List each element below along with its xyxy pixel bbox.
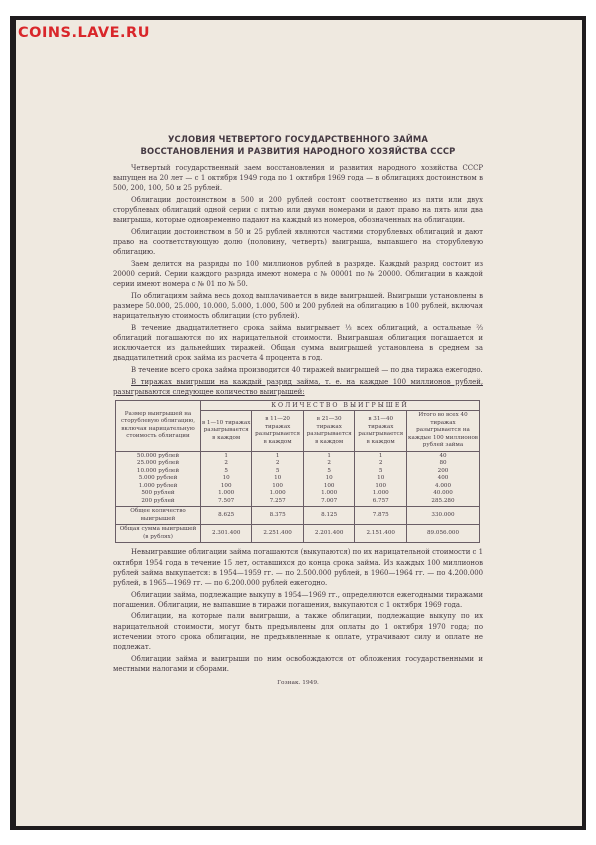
paragraph: В течение двадцатилетнего срока займа выигрывает ⅓ всех облигаций, а остальные ⅔ облигаций погашаются по их нарицательной стоимости. Выигравшая облигация погашается и исключается из дальнейших тиражей. Общая сумма выигрышей установлена в среднем за двадцатилетний срок займа из расчета 4 процента в год. (113, 323, 483, 363)
paragraph-table-intro: В тиражах выигрыши на каждый разряд займа, т. е. на каждые 100 миллионов рублей, разыгрываются следующее количество выигрышей: (113, 377, 483, 396)
total-count: 8.125 (303, 507, 355, 525)
total-count-label: Общее количество выигрышей (116, 507, 201, 525)
column-header: в 1—10 тиражах разыгрывается в каждом (201, 411, 252, 452)
paragraph: Четвертый государственный заем восстановления и развития народного хозяйства СССР выпущен на 20 лет — с 1 октября 1949 года по 1 октября 1969 года — в облигациях достоинством в 500, 200, 100, 50 и 25 рублей. (113, 164, 483, 193)
total-count: 7.875 (355, 507, 407, 525)
prize-counts: 1 2 5 10 100 1.000 7.257 (252, 451, 304, 507)
paragraph: Невыигравшие облигации займа погашаются (выкупаются) по их нарицательной стоимости с 1 октября 1954 года в течение 15 лет, оставшихся до конца срока займа. Из каждых 100 миллионов рублей займа выкупается: в 1954—1959 гг. — по 2.500.000 рублей, в 1960—1964 гг. — по 4.200.000 рублей, в 1965—1969 гг. — по 6.200.000 рублей ежегодно. (113, 548, 483, 587)
total-sum-label: Общая сумма выигрышей (в рублях) (116, 525, 201, 543)
bond-conditions (113, 134, 483, 686)
prize-counts: 1 2 5 10 100 1.000 6.757 (355, 451, 407, 507)
prize-counts: 1 2 5 10 100 1.000 7.507 (201, 451, 252, 507)
paragraph: Облигации достоинством в 50 и 25 рублей являются частями сторублевых облигаций и дают право на соответствующую долю (половину, четверть) выигрыша, выпавшего на сторублевую облигацию. (113, 227, 483, 257)
prize-size-header: Размер выигрышей на сторублевую облигацию, включая нарицательную стоимость облигации (116, 400, 201, 451)
paragraph: Облигации, на которые пали выигрыши, а также облигации, подлежащие выкупу по их нарицательной стоимости, могут быть предъявлены для оплаты до 1 октября 1970 года; по истечении этого срока облигации, не предъявленные к оплате, утрачивают силу и оплате не подлежат. (113, 612, 483, 651)
site-watermark: COINS.LAVE.RU (18, 25, 151, 41)
paragraph: Заем делится на разряды по 100 миллионов рублей в разряде. Каждый разряд состоит из 20000 серий. Серии каждого разряда имеют номера с № 00001 по № 20000. Облигации в каждой серии имеют номера с № 01 по № 50. (113, 259, 483, 289)
document-title (113, 134, 483, 157)
paragraph: По облигациям займа весь доход выплачивается в виде выигрышей. Выигрыши установлены в размере 50.000, 25.000, 10.000, 5.000, 1.000, 500 и 200 рублей на облигацию в 100 рублей, включая нарицательную стоимость облигации (сто рублей). (113, 291, 483, 321)
total-count: 8.625 (201, 507, 252, 525)
printer-imprint: Гознак. 1949. (277, 679, 319, 686)
column-header: в 31—40 тиражах разыгрывается в каждом (355, 411, 407, 452)
column-header: в 11—20 тиражах разыгрывается в каждом (252, 411, 304, 452)
title-line-1: УСЛОВИЯ ЧЕТВЕРТОГО ГОСУДАРСТВЕННОГО ЗАЙМА (167, 134, 429, 144)
total-sum: 2.151.400 (355, 525, 407, 543)
column-header: в 21—30 тиражах разыгрывается в каждом (303, 411, 355, 452)
total-sum: 2.301.400 (201, 525, 252, 543)
total-sum: 2.251.400 (252, 525, 304, 543)
prize-count-header: КОЛИЧЕСТВО ВЫИГРЫШЕЙ (201, 400, 480, 411)
total-sum: 89.056.000 (407, 525, 480, 543)
title-line-2: ВОССТАНОВЛЕНИЯ И РАЗВИТИЯ НАРОДНОГО ХОЗЯЙСТВА СССР (140, 145, 456, 156)
prize-labels: 50.000 рублей 25.000 рублей 10.000 рублей 5.000 рублей 1.000 рублей 500 рублей 200 рублей (116, 451, 201, 507)
paragraph: Облигации займа и выигрыши по ним освобождаются от обложения государственными и местными налогами и сборами. (113, 654, 483, 673)
paragraph: Облигации займа, подлежащие выкупу в 1954—1969 гг., определяются ежегодными тиражами погашения. Облигации, не выпавшие в тиражи погашения, выкупаются с 1 октября 1969 года. (113, 590, 483, 609)
total-sum: 2.201.400 (303, 525, 355, 543)
prize-counts-total: 40 80 200 400 4.000 40.000 285.280 (407, 451, 480, 507)
total-count: 330.000 (407, 507, 480, 525)
paragraph: В течение всего срока займа производится 40 тиражей выигрышей — по два тиража ежегодно. (131, 365, 483, 374)
paragraph: Облигации достоинством в 500 и 200 рублей состоят соответственно из пяти или двух сторублевых облигаций одной серии с пятью или двумя номерами и дают право на пять или два выигрыша, которые одновременно падают на каждый из номеров, обозначенных на облигации. (113, 195, 483, 225)
prize-counts: 1 2 5 10 100 1.000 7.007 (303, 451, 355, 507)
column-header: Итого во всех 40 тиражах разыгрывается на каждые 100 миллионов рублей займа (407, 411, 480, 452)
prize-table (115, 400, 480, 544)
total-count: 8.375 (252, 507, 304, 525)
